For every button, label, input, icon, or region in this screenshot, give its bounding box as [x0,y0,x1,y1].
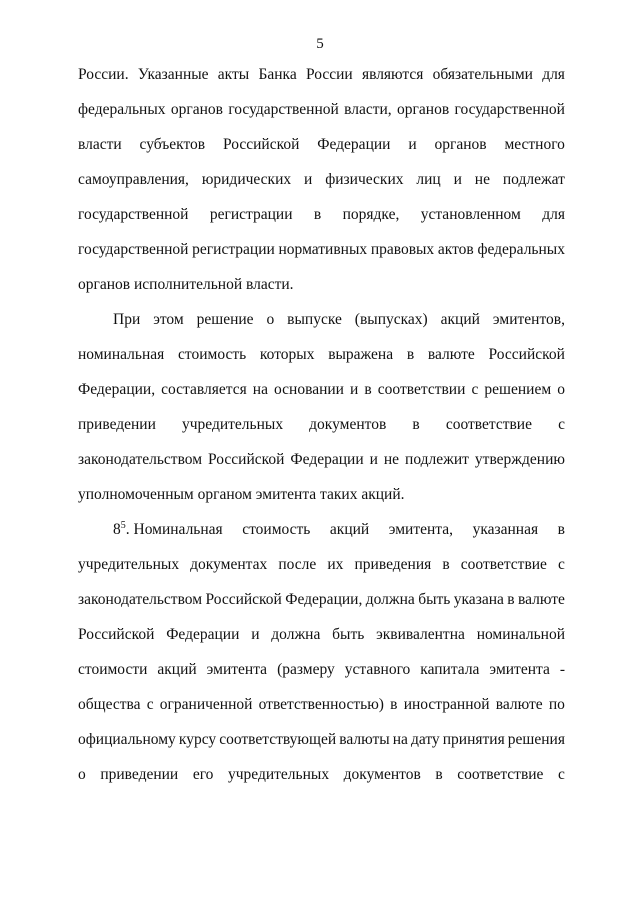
word: лиц [416,171,441,188]
word: Федерации [317,136,391,153]
text-line [78,135,565,155]
text-line [78,450,565,470]
text-line [78,65,565,85]
word: подлежит [405,451,469,468]
word: правовых [370,241,435,258]
word: власти [78,136,122,153]
word: на [392,731,408,748]
word: установленном [420,206,521,223]
word: с [146,696,154,713]
word: в [412,416,420,433]
word: России. [78,66,129,83]
word: решением [484,381,552,398]
word: соответствие [460,556,547,573]
text-line [78,625,565,645]
word: учредительных [78,556,180,573]
word: соответствии [377,381,466,398]
word: быть [418,591,451,608]
word: власти, [344,101,392,118]
word: стоимость [242,521,311,538]
word: эмитента [206,661,268,678]
word: (размеру [277,661,335,678]
word: являются [361,66,424,83]
word: номинальная [78,346,165,363]
word: Федерации [166,626,240,643]
word: самоуправления, [78,171,189,188]
word: органов [170,101,223,118]
word: учредительных [228,766,330,783]
word: не [474,171,490,188]
word: с [558,766,565,783]
word: федеральных [78,101,166,118]
word: - [559,661,565,678]
word: органов [434,136,487,153]
text-line [78,695,565,715]
text-line [78,590,565,610]
word: дату [410,731,440,748]
word: принятия [442,731,505,748]
word: после [278,556,317,573]
word: Российской [208,451,285,468]
word: акций [157,661,197,678]
word: Российской [223,136,300,153]
word: и [350,381,359,398]
text-line [78,555,565,575]
word: акты [217,66,250,83]
text-line [78,240,565,260]
word: . Номинальная [125,521,223,538]
word: стоимость [178,346,247,363]
text-line [78,170,565,190]
paragraph-number-superscript: 5 [120,520,126,531]
word: ограниченной [159,696,253,713]
word: в [435,766,443,783]
word: курсу [178,731,217,748]
page-number: 5 [316,36,324,52]
word: валюте [427,346,475,363]
text-line [78,485,565,505]
word: иностранной [403,696,490,713]
word: акций [440,311,480,328]
word: Российской [205,591,282,608]
word: Российской [78,626,155,643]
word: этом [153,311,184,328]
word: стоимости [78,661,148,678]
word: по [548,696,565,713]
word: о [557,381,565,398]
word: порядке, [342,206,400,223]
word: эмитента [489,661,550,678]
word: государственной [454,101,565,118]
word: юридических [201,171,292,188]
line-text: органов исполнительной власти. [78,276,294,293]
word: и [453,171,462,188]
paragraph-number [113,520,223,540]
word: основании [274,381,344,398]
word: субъектов [139,136,206,153]
text-line [78,380,565,400]
word: в [507,591,515,608]
word: Федерации, [285,591,363,608]
word: в [442,556,450,573]
text-line [78,345,565,365]
word: Российской [488,346,565,363]
word: и [251,626,260,643]
word: валюте [518,591,565,608]
word: валюте [495,696,543,713]
word: для [542,66,565,83]
word: учредительных [182,416,284,433]
word: При [113,311,141,328]
text-line [78,205,565,225]
word: ответственностью) [258,696,384,713]
word: Банка [258,66,297,83]
word: быть [332,626,365,643]
word: и [304,171,313,188]
word: приведении [100,766,179,783]
text-line [78,730,565,750]
word: номинальной [476,626,565,643]
word: их [327,556,344,573]
text-line [113,310,565,330]
word: органов [397,101,450,118]
word: регистрации [209,206,293,223]
text-line [113,520,565,540]
text-line [78,765,565,785]
word: актов [437,241,474,258]
word: подлежат [502,171,565,188]
word: эквивалентна [376,626,465,643]
word: о [266,311,275,328]
word: физических [325,171,404,188]
word: государственной [78,206,189,223]
word: документах [190,556,268,573]
word: и [408,136,417,153]
word: с [471,381,479,398]
word: утверждению [474,451,565,468]
word: документов [309,416,387,433]
word: в [557,521,565,538]
word: соответствие [457,766,544,783]
word: эмитентов, [492,311,565,328]
word: государственной [78,241,189,258]
word: государственной [228,101,339,118]
word: указана [453,591,504,608]
word: которых [259,346,315,363]
word: России [305,66,353,83]
word: нормативных [278,241,368,258]
word: о [78,766,86,783]
text-line [78,415,565,435]
word: выпуске [287,311,342,328]
word: капитала [420,661,480,678]
word: официальному [78,731,176,748]
word: в [364,381,372,398]
word: регистрации [192,241,275,258]
word: документов [343,766,421,783]
word: должна [271,626,321,643]
word: решение [196,311,254,328]
word: местного [504,136,565,153]
word: указанная [472,521,539,538]
word: общества [78,696,141,713]
word: с [558,416,565,433]
line-text: уполномоченным органом эмитента таких акций. [78,486,405,503]
word: приведении [78,416,156,433]
word: законодательством [78,451,203,468]
text-line [78,100,565,120]
word: Федерации [290,451,364,468]
paragraph-number-main: 8 [113,521,121,538]
word: выражена [328,346,394,363]
word: валюты [339,731,390,748]
word: соответствие [445,416,532,433]
word: (выпусках) [354,311,428,328]
word: Указанные [137,66,209,83]
word: уставного [344,661,411,678]
word: с [558,556,565,573]
word: для [542,206,565,223]
word: Федерации, [78,381,156,398]
text-line [78,275,565,295]
word: составляется [161,381,247,398]
word: в [390,696,398,713]
word: соответствующей [219,731,337,748]
text-line [78,660,565,680]
word: в [406,346,415,363]
word: должна [365,591,415,608]
word: законодательством [78,591,203,608]
word: эмитента, [388,521,454,538]
word: приведения [354,556,432,573]
word: и [369,451,378,468]
word: федеральных [477,241,565,258]
word: в [313,206,322,223]
word: решения [507,731,565,748]
word: не [383,451,400,468]
word: на [252,381,268,398]
word: его [192,766,214,783]
word: обязательными [432,66,533,83]
word: акций [329,521,370,538]
